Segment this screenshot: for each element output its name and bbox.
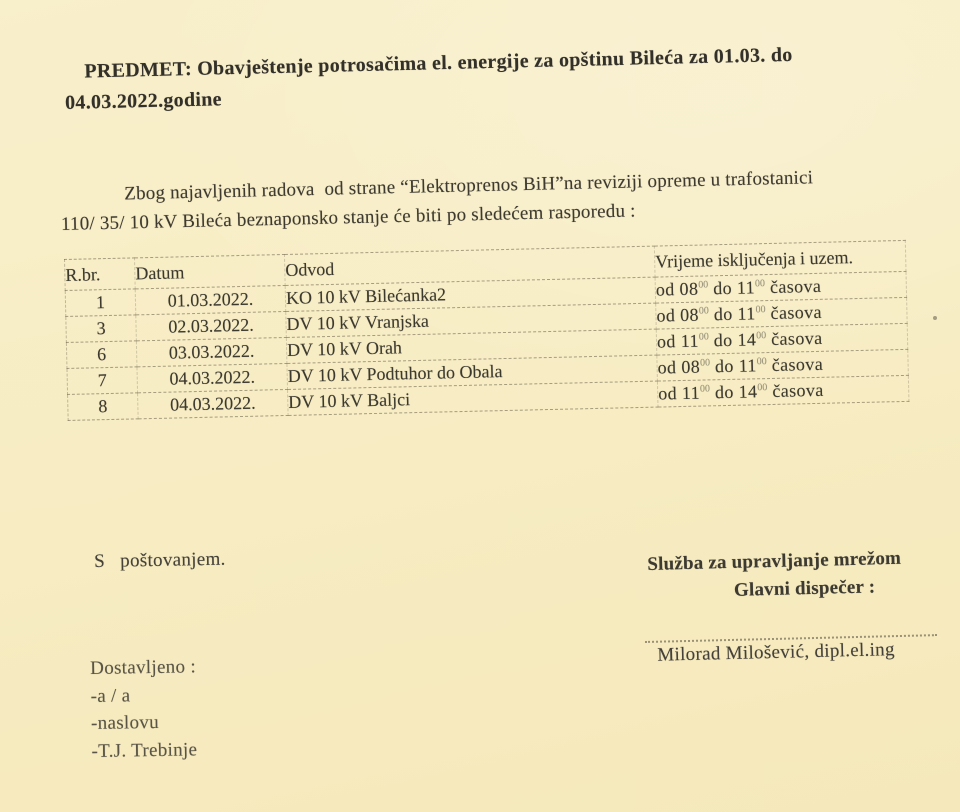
- cell-datum: 04.03.2022.: [137, 363, 288, 392]
- cell-odvod: DV 10 kV Baljci: [288, 381, 658, 415]
- col-header-vrijeme: Vrijeme isključenja i uzem.: [654, 240, 906, 277]
- cell-vrijeme: od $08^{00}$ do $11^{00}$ časova: [656, 297, 908, 329]
- subject-line-1: PREDMET: Obavještenje potrosačima el. energije za opštinu Bileća za 01.03. do: [84, 43, 793, 83]
- time-superscript: 00: [699, 357, 711, 369]
- cell-vrijeme: od $08^{00}$ do $11^{00}$ časova: [655, 271, 907, 303]
- paper-speck: [933, 316, 937, 320]
- cell-odvod: DV 10 kV Orah: [286, 329, 656, 363]
- distribution-heading: Dostavljeno :: [90, 656, 197, 679]
- cell-datum: 03.03.2022.: [136, 337, 287, 366]
- time-superscript: 00: [698, 279, 709, 291]
- cell-odvod: KO 10 kV Bilećanka2: [285, 277, 655, 311]
- col-header-datum: Datum: [134, 254, 285, 288]
- time-superscript: 00: [698, 331, 709, 343]
- cell-rbr: 8: [68, 393, 139, 421]
- distribution-block: [90, 653, 197, 765]
- cell-rbr: 1: [65, 289, 136, 317]
- time-superscript: 00: [698, 305, 709, 317]
- cell-vrijeme: od $11^{00}$ do $14^{00}$ časova: [656, 323, 908, 355]
- intro-paragraph: [60, 162, 929, 239]
- distribution-item: -T.J. Trebinje: [91, 738, 198, 762]
- time-superscript: 00: [699, 383, 711, 395]
- cell-odvod: DV 10 kV Podtuhor do Obala: [287, 355, 657, 389]
- department-block: [647, 545, 902, 607]
- cell-vrijeme: od $11^{00}$ do $14^{00}$ časova: [657, 375, 909, 407]
- cell-odvod: DV 10 kV Vranjska: [286, 303, 656, 337]
- cell-rbr: 7: [67, 367, 138, 395]
- cell-vrijeme: od $08^{00}$ do $11^{00}$ časova: [657, 349, 909, 381]
- signature-name: Milorad Milošević, dipl.el.ing: [657, 639, 896, 666]
- cell-datum: 01.03.2022.: [135, 285, 286, 314]
- intro-line-1: Zbog najavljenih radova od strane “Elektroprenos BiH”na reviziji opreme u trafostanici: [124, 167, 814, 205]
- cell-rbr: 3: [66, 315, 137, 343]
- cell-datum: 02.03.2022.: [136, 311, 287, 340]
- signature-block: [645, 634, 938, 667]
- time-superscript: 00: [756, 356, 767, 368]
- department-line: Služba za upravljanje mrežom: [647, 547, 902, 575]
- col-header-odvod: Odvod: [284, 246, 655, 285]
- time-superscript: 00: [754, 278, 766, 290]
- col-header-rbr: R.br.: [65, 258, 136, 291]
- time-superscript: 00: [755, 304, 766, 316]
- cell-datum: 04.03.2022.: [138, 389, 289, 418]
- distribution-item: -a / a: [90, 684, 131, 707]
- intro-line-2: 110/ 35/ 10 kV Bileća beznaponsko stanje će biti po sledećem rasporedu :: [60, 199, 636, 235]
- distribution-item: -naslovu: [90, 711, 160, 734]
- schedule-table: [64, 240, 909, 421]
- cell-rbr: 6: [66, 341, 137, 369]
- subject-block: [64, 37, 897, 119]
- closing-regards: S poštovanjem.: [94, 548, 226, 572]
- time-superscript: 00: [756, 330, 767, 342]
- time-superscript: 00: [757, 382, 768, 394]
- subject-line-2: 04.03.2022.godine: [64, 88, 223, 114]
- dispatcher-line: Glavni dispečer :: [733, 576, 876, 601]
